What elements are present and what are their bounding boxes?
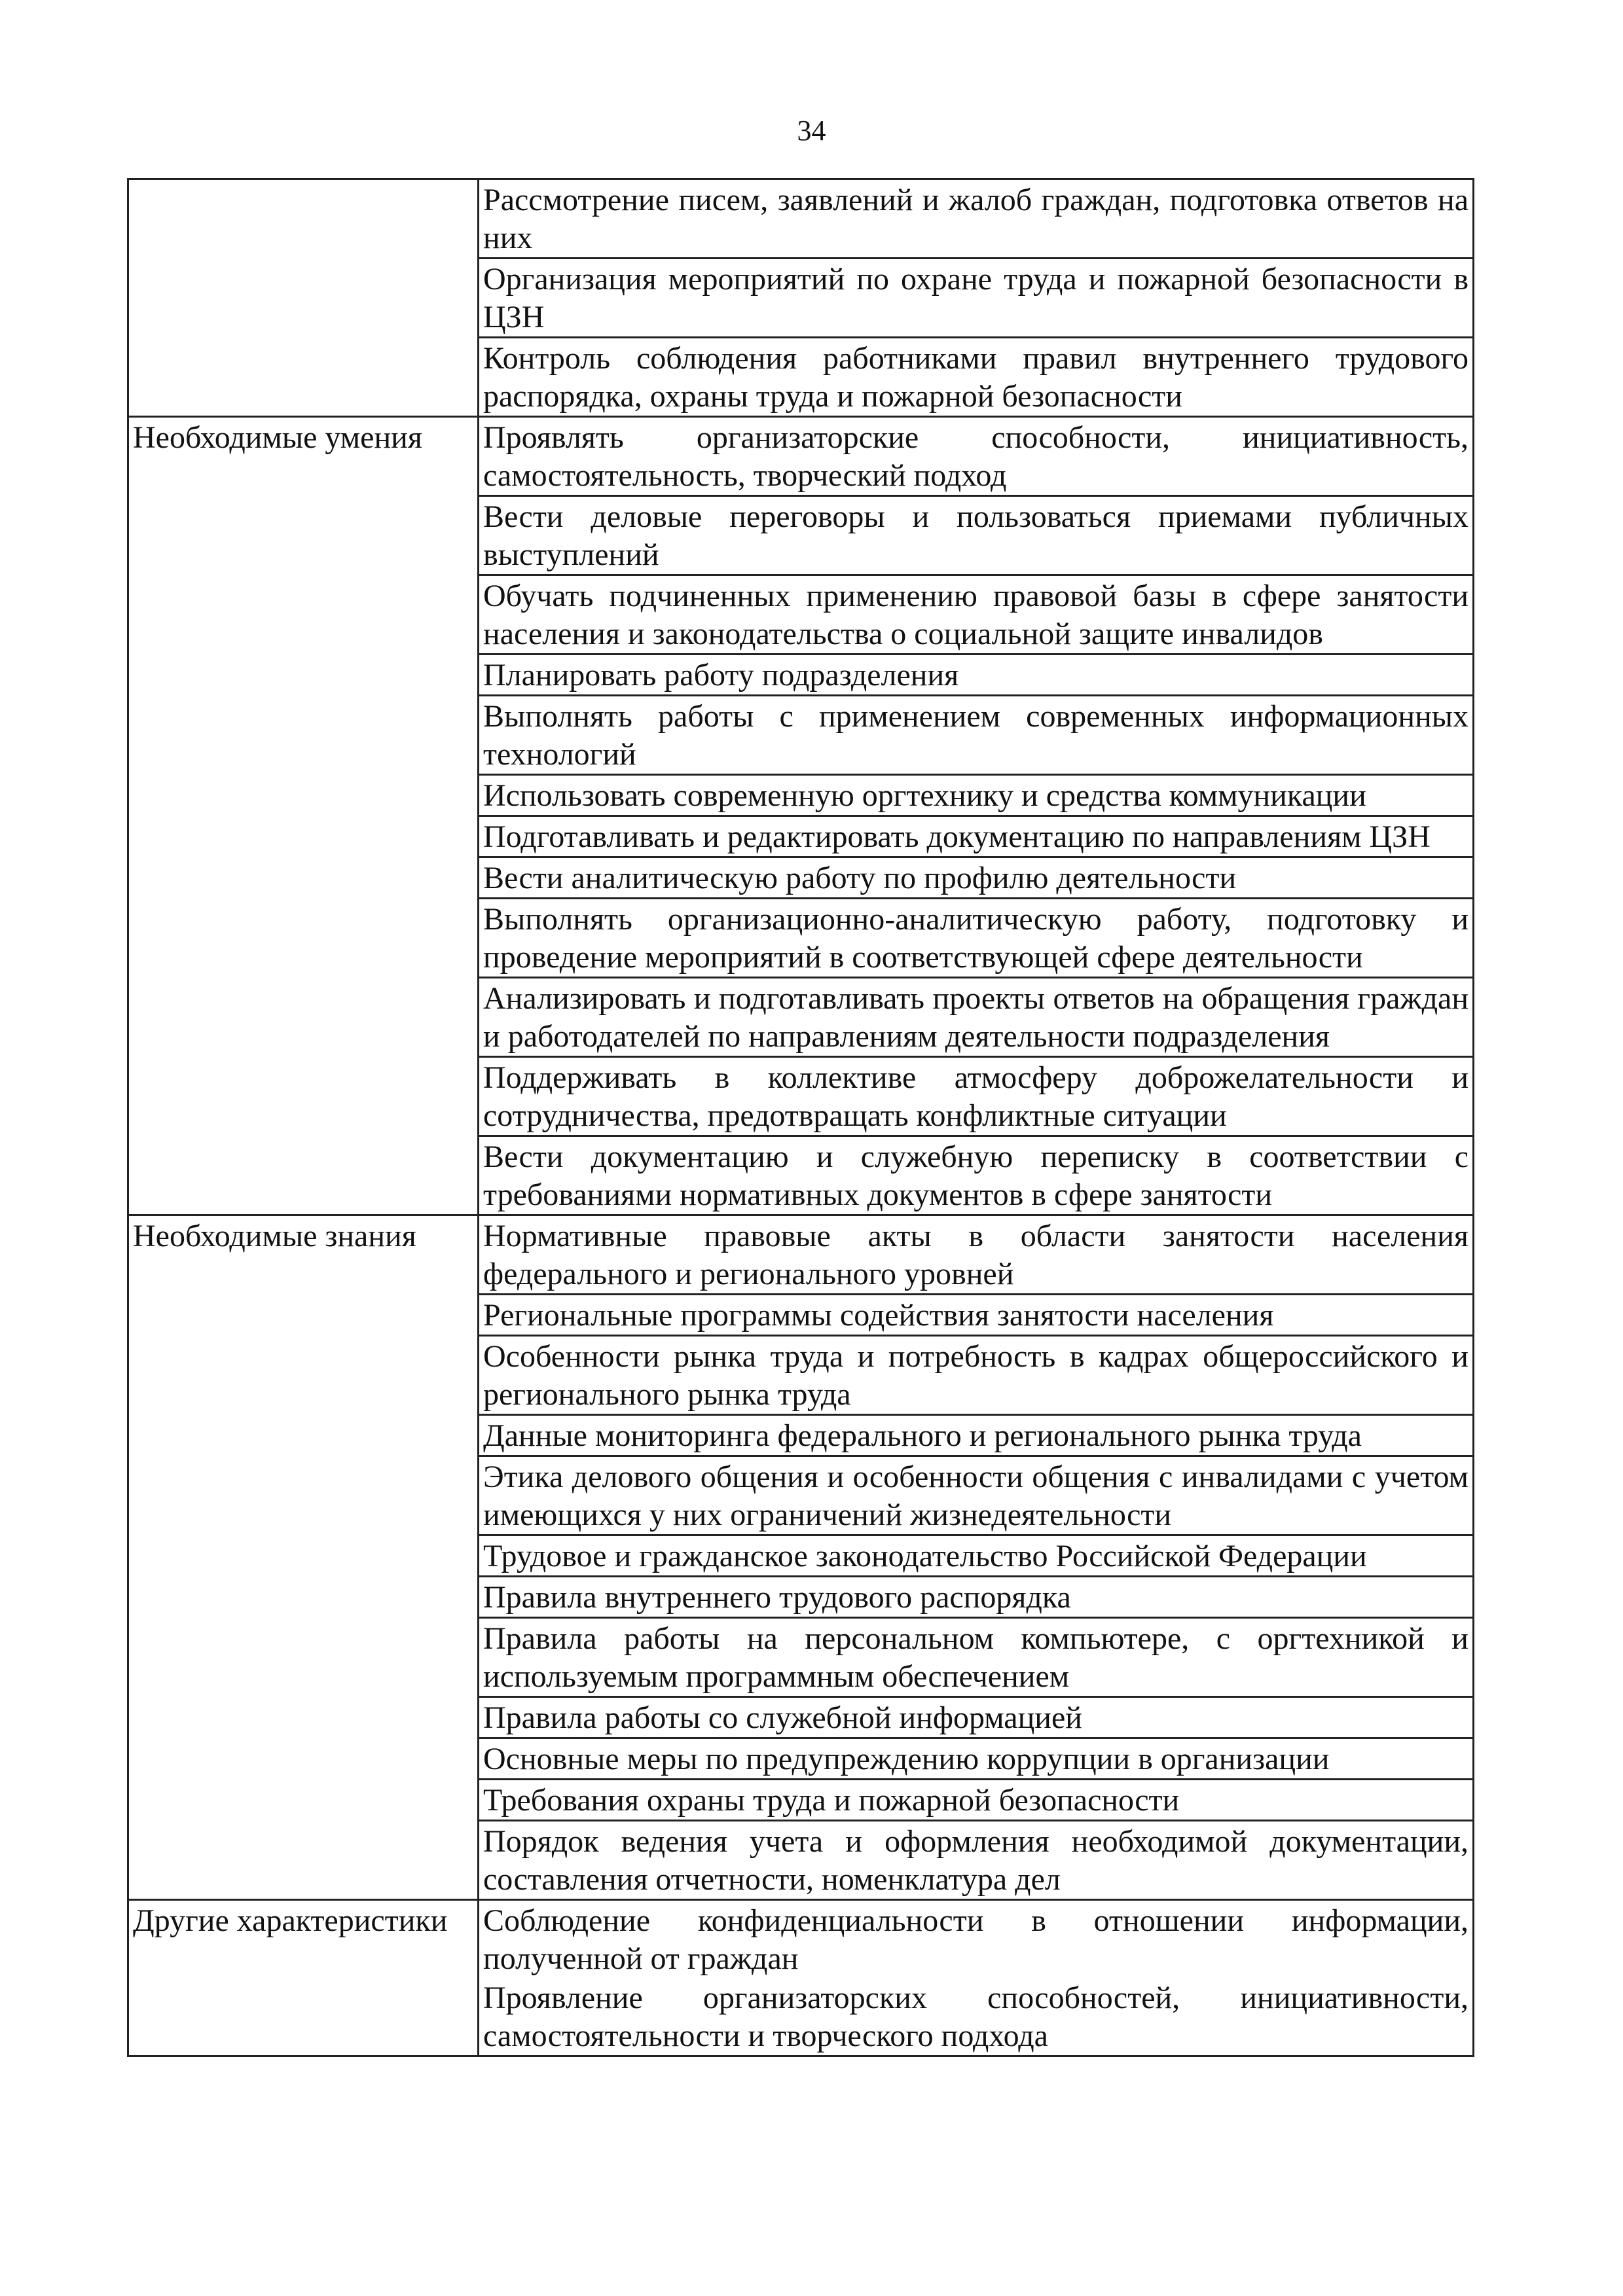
list-item: Проявлять организаторские способности, инициативность, самостоятельность, творческий подход [479,417,1474,496]
list-item: Особенности рынка труда и потребность в кадрах общероссийского и регионального рынка труда [479,1336,1474,1415]
list-item: Вести деловые переговоры и пользоваться приемами публичных выступлений [479,496,1474,575]
list-item: Правила работы на персональном компьютере, с оргтехникой и используемым программным обеспечением [479,1618,1474,1697]
list-item: Выполнять работы с применением современных информационных технологий [479,696,1474,775]
list-item: Требования охраны труда и пожарной безопасности [479,1780,1474,1821]
page-number: 34 [797,115,826,147]
list-item: Обучать подчиненных применению правовой базы в сфере занятости населения и законодательства о социальной защите инвалидов [479,575,1474,655]
table-row [128,417,1474,496]
list-item: Этика делового общения и особенности общения с инвалидами с учетом имеющихся у них ограничений жизнедеятельности [479,1456,1474,1535]
list-item: Основные меры по предупреждению коррупции в организации [479,1738,1474,1780]
table-row [128,1215,1474,1295]
list-item: Выполнять организационно-аналитическую работу, подготовку и проведение мероприятий в соответствующей сфере деятельности [479,899,1474,978]
list-item: Трудовое и гражданское законодательство Российской Федерации [479,1535,1474,1577]
table-row [128,179,1474,259]
row-label-skills: Необходимые умения [128,417,479,1215]
list-item: Порядок ведения учета и оформления необходимой документации, составления отчетности, номенклатура дел [479,1821,1474,1900]
row-label-continuation [128,179,479,417]
list-item: Подготавливать и редактировать документацию по направлениям ЦЗН [479,816,1474,857]
table-row [128,1900,1474,1979]
list-item: Вести аналитическую работу по профилю деятельности [479,857,1474,899]
row-label-other: Другие характеристики [128,1900,479,2056]
list-item: Правила работы со служебной информацией [479,1697,1474,1738]
list-item: Контроль соблюдения работниками правил внутреннего трудового распорядка, охраны труда и пожарной безопасности [479,338,1474,417]
characteristics-table [127,178,1474,2057]
list-item: Вести документацию и служебную переписку в соответствии с требованиями нормативных документов в сфере занятости [479,1136,1474,1215]
list-item: Правила внутреннего трудового распорядка [479,1577,1474,1618]
list-item: Проявление организаторских способностей, инициативности, самостоятельности и творческого подхода [479,1978,1474,2056]
row-label-knowledge: Необходимые знания [128,1215,479,1900]
list-item: Планировать работу подразделения [479,655,1474,696]
list-item: Данные мониторинга федерального и регионального рынка труда [479,1415,1474,1456]
list-item: Нормативные правовые акты в области занятости населения федерального и регионального уровней [479,1215,1474,1295]
list-item: Анализировать и подготавливать проекты ответов на обращения граждан и работодателей по направлениям деятельности подразделения [479,978,1474,1057]
list-item: Использовать современную оргтехнику и средства коммуникации [479,775,1474,816]
list-item: Рассмотрение писем, заявлений и жалоб граждан, подготовка ответов на них [479,179,1474,259]
list-item: Поддерживать в коллективе атмосферу доброжелательности и сотрудничества, предотвращать конфликтные ситуации [479,1057,1474,1136]
list-item: Соблюдение конфиденциальности в отношении информации, полученной от граждан [479,1900,1474,1979]
list-item: Организация мероприятий по охране труда и пожарной безопасности в ЦЗН [479,259,1474,338]
list-item: Региональные программы содействия занятости населения [479,1295,1474,1336]
